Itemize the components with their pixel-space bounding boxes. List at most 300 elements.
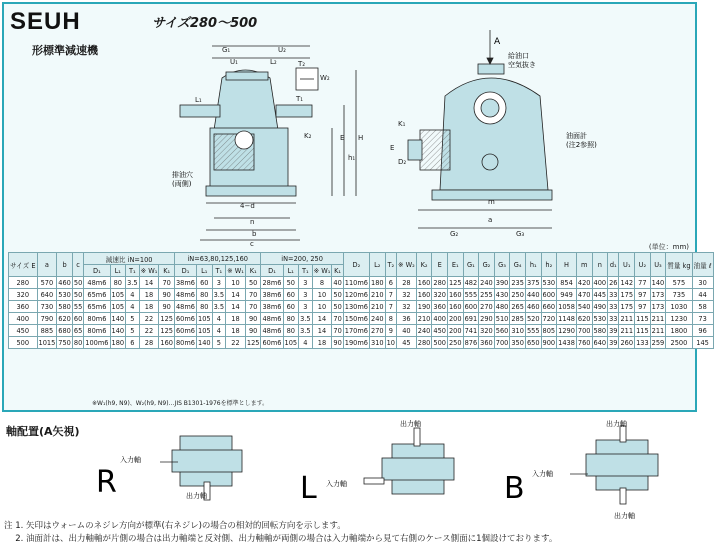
table-cell: 14	[226, 289, 246, 301]
table-cell: 105	[284, 338, 298, 347]
drain-label: 排油穴	[172, 171, 193, 179]
table-cell: 259	[651, 338, 665, 347]
table-cell: 7	[385, 289, 396, 301]
table-cell: 10	[226, 277, 246, 289]
table-cell: 5	[126, 313, 140, 325]
table-cell: 5	[212, 337, 226, 349]
table-row	[9, 313, 714, 325]
table-cell: 620	[58, 314, 71, 323]
table-cell: 190m6	[344, 338, 368, 347]
table-cell: 210	[371, 290, 384, 299]
table-cell: 1230	[666, 313, 692, 325]
table-cell: 900	[542, 338, 556, 347]
svg-text:c: c	[250, 240, 254, 248]
table-cell: 180	[371, 278, 384, 287]
table-cell: 173	[651, 302, 665, 311]
table-cell: 33	[609, 302, 618, 311]
note-2: 2. 油面計は、出力軸軸が片側の場合は出力軸端と反対側、出力軸軸が両側の場合は入力軸端から見て右側のケース側面に1個設けております。	[4, 534, 558, 544]
air-vent-label: 空気抜き	[508, 61, 536, 69]
note-1: 注 1. 矢印はウォームのネジレ方向が標準(右ネジレ)の場合の相対的回転方向を示します。	[4, 521, 346, 531]
table-cell: 445	[593, 290, 607, 299]
table-cell: 80m6	[84, 313, 110, 325]
table-cell: 6	[385, 277, 396, 289]
table-cell: 640	[593, 338, 607, 347]
table-cell: 60	[73, 314, 83, 323]
table-cell: 876	[464, 338, 478, 347]
table-cell: 18	[312, 337, 332, 349]
table-cell: 560	[495, 326, 509, 335]
table-cell: 3	[299, 301, 313, 313]
svg-text:W₂: W₂	[320, 74, 330, 82]
table-cell: 70	[245, 301, 261, 313]
table-cell: 470	[577, 290, 591, 299]
table-cell: 140	[111, 326, 125, 335]
table-cell: 660	[542, 302, 556, 311]
table-cell: 450	[9, 325, 38, 337]
table-cell: 145	[692, 337, 713, 349]
table-cell: 240	[371, 314, 384, 323]
oil-inlet-label: 給油口	[508, 52, 529, 60]
table-cell: 140	[651, 278, 665, 287]
table-row	[9, 277, 714, 289]
col-size: サイズ E	[9, 253, 38, 277]
table-cell: 18	[226, 325, 246, 337]
page-subtitle: 形標準減速機	[32, 44, 98, 57]
table-cell: 350	[511, 338, 524, 347]
table-cell: 280	[9, 277, 38, 289]
table-cell: 4	[126, 289, 140, 301]
table-cell: 36	[396, 313, 416, 325]
table-cell: 140	[198, 338, 211, 347]
table-cell: 3	[212, 277, 226, 289]
table-cell: 38m6	[262, 302, 282, 311]
ratio-group-1: 減速比 iN=100	[84, 253, 175, 265]
table-cell: 14	[312, 313, 332, 325]
table-cell: 58	[692, 301, 713, 313]
gear-reducer-drawing	[0, 0, 703, 248]
layout-letter-r: R	[96, 465, 117, 500]
table-cell: 375	[526, 278, 540, 287]
table-cell: 55	[73, 302, 83, 311]
table-cell: 3.5	[300, 314, 311, 323]
table-cell: 90	[333, 338, 342, 347]
table-cell: 10	[312, 301, 332, 313]
table-cell: 1148	[558, 314, 575, 323]
table-cell: 125	[246, 338, 260, 347]
table-cell: 575	[666, 277, 692, 289]
table-cell: 65m6	[84, 289, 110, 301]
table-cell: 22	[226, 337, 246, 349]
table-cell: 790	[37, 313, 57, 325]
table-cell: 65	[73, 326, 83, 335]
svg-text:4−d: 4−d	[240, 202, 255, 210]
svg-text:E: E	[340, 134, 345, 142]
table-cell: 130m6	[344, 302, 368, 311]
table-cell: 105	[198, 314, 211, 323]
table-cell: 1290	[558, 326, 575, 335]
table-cell: 73	[692, 313, 713, 325]
table-cell: 530	[58, 290, 71, 299]
svg-text:n: n	[250, 218, 255, 226]
table-cell: 110m6	[344, 278, 368, 287]
svg-text:h₁: h₁	[348, 154, 356, 162]
table-cell: 3	[299, 289, 313, 301]
table-cell: 320	[9, 289, 38, 301]
table-cell: 510	[495, 314, 509, 323]
table-cell: 490	[593, 302, 607, 311]
table-cell: 14	[139, 277, 159, 289]
table-row	[9, 325, 714, 337]
r-output-label: 出力軸	[186, 492, 207, 500]
table-cell: 115	[636, 326, 649, 335]
table-cell: 6	[126, 337, 140, 349]
table-cell: 250	[511, 290, 524, 299]
table-cell: 520	[526, 314, 540, 323]
table-cell: 14	[312, 325, 332, 337]
table-cell: 160	[160, 338, 173, 347]
table-cell: 360	[480, 338, 493, 347]
table-cell: 175	[620, 290, 634, 299]
svg-text:T₁: T₁	[296, 95, 304, 103]
table-cell: 50	[283, 277, 299, 289]
table-cell: 142	[620, 278, 634, 287]
table-cell: 160	[448, 302, 462, 311]
table-cell: 50	[333, 290, 342, 299]
table-cell: 175	[620, 302, 634, 311]
table-cell: 48m6	[262, 314, 282, 323]
table-cell: 211	[651, 314, 665, 323]
table-cell: 60m6	[175, 314, 195, 323]
table-cell: 1058	[558, 302, 575, 311]
b-input-label: 入力軸	[532, 470, 553, 478]
table-cell: 50	[73, 278, 83, 287]
table-cell: 32	[396, 289, 416, 301]
page-title: SEUH	[10, 8, 81, 35]
svg-text:L₂: L₂	[270, 58, 277, 66]
table-cell: 80	[73, 338, 83, 347]
table-cell: 211	[620, 326, 634, 335]
table-cell: 28m6	[262, 278, 282, 287]
table-cell: 400	[9, 313, 38, 325]
table-cell: 22	[139, 313, 159, 325]
table-cell: 4	[126, 301, 140, 313]
table-cell: 96	[692, 325, 713, 337]
table-cell: 9	[385, 325, 396, 337]
table-cell: 70	[159, 277, 175, 289]
table-cell: 40	[333, 278, 342, 287]
table-cell: 210	[371, 302, 384, 311]
svg-text:D₂: D₂	[398, 158, 407, 166]
table-cell: 173	[651, 290, 665, 299]
table-cell: 60	[283, 301, 299, 313]
notes	[4, 520, 557, 546]
table-cell: 18	[226, 313, 246, 325]
table-cell: 460	[526, 302, 540, 311]
table-cell: 1438	[558, 338, 575, 347]
svg-text:U₂: U₂	[278, 46, 286, 54]
table-cell: 265	[511, 302, 524, 311]
table-cell: 5	[126, 325, 140, 337]
table-cell: 50	[245, 277, 261, 289]
table-cell: 600	[464, 302, 478, 311]
table-cell: 555	[526, 326, 540, 335]
svg-text:G₁: G₁	[222, 46, 231, 54]
table-cell: 60	[197, 277, 213, 289]
table-cell: 640	[37, 289, 57, 301]
table-cell: 26	[609, 278, 618, 287]
table-cell: 160	[448, 290, 462, 299]
table-cell: 735	[666, 289, 692, 301]
table-cell: 235	[511, 278, 524, 287]
table-cell: 50	[73, 290, 83, 299]
table-cell: 160	[417, 290, 431, 299]
table-cell: 211	[620, 314, 634, 323]
table-cell: 210	[417, 314, 431, 323]
table-cell: 70	[245, 289, 261, 301]
table-cell: 40	[396, 325, 416, 337]
table-cell: 105	[111, 302, 125, 311]
table-cell: 48m6	[262, 326, 282, 335]
table-cell: 18	[139, 301, 159, 313]
table-cell: 105	[198, 326, 211, 335]
table-cell: 8	[385, 313, 396, 325]
table-cell: 60	[283, 289, 299, 301]
table-cell: 570	[37, 277, 57, 289]
r-input-label: 入力軸	[120, 456, 141, 464]
table-cell: 100m6	[85, 338, 109, 347]
table-row	[9, 337, 714, 349]
table-cell: 250	[448, 338, 462, 347]
table-cell: 650	[526, 338, 540, 347]
table-cell: 70	[333, 326, 342, 335]
table-cell: 540	[577, 302, 591, 311]
table-cell: 10	[312, 289, 332, 301]
table-cell: 170m6	[344, 326, 368, 335]
table-row	[9, 289, 714, 301]
table-cell: 200	[448, 326, 462, 335]
table-cell: 80m6	[84, 325, 110, 337]
table-cell: 480	[495, 302, 509, 311]
table-cell: 482	[464, 278, 478, 287]
svg-text:G₂: G₂	[450, 230, 459, 238]
table-cell: 97	[635, 289, 651, 301]
table-cell: 760	[577, 338, 591, 347]
table-cell: 80	[197, 289, 213, 301]
table-cell: 580	[58, 302, 71, 311]
svg-text:L₁: L₁	[195, 96, 202, 104]
svg-text:b: b	[252, 230, 257, 238]
ratio-group-3: iN=200, 250	[261, 253, 343, 265]
table-cell: 45	[396, 337, 416, 349]
table-cell: 255	[480, 290, 493, 299]
table-cell: 125	[448, 278, 462, 287]
table-cell: 240	[480, 278, 493, 287]
table-cell: 190	[417, 302, 431, 311]
table-cell: 60m6	[262, 338, 282, 347]
table-cell: 1800	[666, 325, 692, 337]
table-cell: 700	[495, 338, 509, 347]
table-cell: 750	[58, 338, 71, 347]
svg-text:G₃: G₃	[516, 230, 525, 238]
table-cell: 1015	[38, 338, 56, 347]
table-cell: 125	[160, 314, 173, 323]
table-cell: 33	[609, 314, 618, 323]
table-cell: 115	[636, 314, 649, 323]
spec-table-body	[9, 277, 714, 349]
table-cell: 3.5	[213, 290, 225, 299]
table-cell: 270	[480, 302, 493, 311]
table-cell: 80	[283, 313, 299, 325]
table-cell: 3.5	[213, 302, 225, 311]
table-cell: 700	[577, 326, 591, 335]
spec-table: サイズ E a b c 減速比 iN=100 iN=63,80,125,160 iN=200, 250 D₂ L₂ T₂ ※ W₂ K₂ E E₁ G₁ G₂ G₃ G₄ h₁ h₂ H m n d₁ U₁ U₂ U₃ 質量 kg 油量 ℓ D₁ L₁ T₁ ※ W₁ K₁ D₁ L₁ T₁ ※ W₁ K₁ D₁ L₁ T₁ ※ W₁ K₁ 280 570 460 50 48m6 80 3.5 14 70 38m6 60 3 10 50 28m6 50 3 8 40 110m6 180 6 28 160 280 125 482 240 390 235 375 530 854 420 400 26 142 77 140 575 30 320 640 530 50 65m6 105 4 18 90 48m6 80 3.5 14 70 38m6 60 3 10 50 120m6 210 7 32 160 320 160 555 255 430 250 440 600 949 470 445 33 175 97 173 735 44 360 730 580 55 65m6 105 4 18 90 48m6 80 3.5 14 70 38m6 60 3 10 50 130m6 210 7 32 190 360 160 600 270 480 265 460 660 1058 540 490 33 175 97 173 1030 58 400 790 620 60 80m6 140 5 22 125 60m6 105 4 18 90 48m6 80 3.5 14 70 150m6 240 8 36 210 400 200 691 290 510 285 520 720 1148 620 530 33 211 115 211 1230 73 450 885 680 65 80m6 140 5 22 125 60m6 105 4 18 90 48m6 80 3.5 14 70 170m6 270 9 40 240 450 200 741 320 560 310 555 805 1290 700 580 39 211 115 211 1800 96 500 1015 750 80 100m6 180 6 28 160 80m6 140 5 22 125 60m6 105 4 18 90 190m6 310 10 45 280 500 250 876 360 700 350 650 900 1438 760 640 39 260 133 259 2500 145	[8, 252, 714, 349]
table-cell: 22	[139, 325, 159, 337]
table-cell: 150m6	[344, 314, 368, 323]
table-cell: 30	[692, 277, 713, 289]
table-footnote: ※W₁(h9, N9)、W₂(h9, N9)…JIS B1301-1976を標準とします。	[92, 400, 269, 407]
table-cell: 360	[433, 302, 446, 311]
table-cell: 680	[58, 326, 71, 335]
table-cell: 160	[417, 278, 431, 287]
table-cell: 400	[593, 278, 607, 287]
b-output-label-top: 出力軸	[606, 420, 627, 428]
svg-text:K₁: K₁	[398, 120, 406, 128]
table-row	[9, 301, 714, 313]
table-cell: 3.5	[300, 326, 311, 335]
table-cell: 4	[212, 325, 226, 337]
svg-text:H: H	[358, 134, 364, 142]
table-cell: 90	[245, 313, 261, 325]
drain-label-2: (両側)	[172, 180, 192, 188]
table-cell: 555	[464, 290, 478, 299]
l-output-label: 出力軸	[400, 420, 421, 428]
table-cell: 80	[110, 277, 126, 289]
table-cell: 80	[283, 325, 299, 337]
table-cell: 90	[159, 289, 175, 301]
axis-layout-title: 軸配置(A矢視)	[6, 425, 80, 438]
table-cell: 60m6	[175, 326, 195, 335]
table-cell: 80	[197, 301, 213, 313]
table-cell: 70	[333, 314, 342, 323]
table-cell: 949	[557, 289, 577, 301]
svg-text:a: a	[488, 216, 493, 224]
axis-layout-diagrams	[0, 418, 703, 520]
table-cell: 33	[609, 290, 618, 299]
table-cell: 390	[495, 278, 509, 287]
table-cell: 39	[609, 326, 618, 335]
table-cell: 14	[226, 301, 246, 313]
table-cell: 500	[9, 337, 38, 349]
table-cell: 420	[577, 278, 591, 287]
svg-text:K₂: K₂	[304, 132, 312, 140]
table-cell: 105	[111, 290, 125, 299]
table-cell: 600	[542, 290, 556, 299]
table-cell: 7	[385, 301, 396, 313]
layout-letter-l: L	[300, 471, 317, 506]
size-range-label: サイズ280～500	[152, 16, 258, 31]
table-cell: 28	[139, 337, 159, 349]
svg-text:T₂: T₂	[298, 60, 306, 68]
table-cell: 280	[433, 278, 446, 287]
table-cell: 260	[620, 338, 634, 347]
table-cell: 97	[635, 301, 651, 313]
table-cell: 720	[542, 314, 556, 323]
table-cell: 310	[371, 338, 384, 347]
table-cell: 38m6	[262, 290, 282, 299]
table-cell: 38m6	[175, 278, 195, 287]
table-cell: 400	[433, 314, 446, 323]
table-cell: 440	[526, 290, 540, 299]
svg-text:E: E	[390, 144, 395, 152]
table-cell: 48m6	[175, 302, 195, 311]
b-output-label-bottom: 出力軸	[614, 512, 635, 520]
table-cell: 885	[37, 325, 57, 337]
table-cell: 320	[480, 326, 493, 335]
unit-note: (単位：mm)	[648, 243, 689, 251]
table-cell: 180	[111, 338, 125, 347]
table-cell: 285	[511, 314, 524, 323]
table-cell: 460	[58, 278, 71, 287]
table-cell: 77	[635, 277, 651, 289]
table-cell: 280	[417, 338, 431, 347]
table-cell: 28	[396, 277, 416, 289]
table-cell: 270	[371, 326, 384, 335]
table-cell: 310	[511, 326, 524, 335]
side-view	[408, 30, 552, 228]
layout-letter-b: B	[504, 471, 525, 506]
table-cell: 200	[448, 314, 462, 323]
table-cell: 3	[299, 277, 313, 289]
table-cell: 530	[542, 278, 556, 287]
table-cell: 3.5	[127, 278, 138, 287]
table-cell: 430	[495, 290, 509, 299]
table-cell: 48m6	[84, 277, 110, 289]
svg-text:m: m	[488, 198, 495, 206]
table-cell: 90	[245, 325, 261, 337]
table-cell: 580	[593, 326, 607, 335]
table-cell: 50	[333, 302, 342, 311]
table-cell: 39	[609, 338, 618, 347]
table-cell: 65m6	[84, 301, 110, 313]
table-cell: 530	[593, 314, 607, 323]
table-cell: 80m6	[175, 338, 195, 347]
table-cell: 1030	[666, 301, 692, 313]
table-cell: 730	[37, 301, 57, 313]
table-cell: 18	[139, 289, 159, 301]
table-cell: 211	[651, 326, 665, 335]
ratio-group-2: iN=63,80,125,160	[174, 253, 261, 265]
table-cell: 133	[636, 338, 649, 347]
table-cell: 4	[299, 337, 313, 349]
table-cell: 140	[111, 314, 125, 323]
table-cell: 500	[433, 338, 446, 347]
table-cell: 4	[212, 313, 226, 325]
oil-gauge-label: 油面計	[566, 132, 587, 140]
table-cell: 240	[417, 326, 431, 335]
table-cell: 32	[396, 301, 416, 313]
table-cell: 90	[159, 301, 175, 313]
table-cell: 44	[692, 289, 713, 301]
table-cell: 120m6	[344, 290, 368, 299]
table-cell: 48m6	[175, 290, 195, 299]
table-cell: 741	[464, 326, 478, 335]
svg-text:U₁: U₁	[230, 58, 238, 66]
table-cell: 125	[160, 326, 173, 335]
table-cell: 320	[433, 290, 446, 299]
l-input-label: 入力軸	[326, 480, 347, 488]
table-cell: 290	[480, 314, 493, 323]
table-cell: 10	[386, 338, 395, 347]
